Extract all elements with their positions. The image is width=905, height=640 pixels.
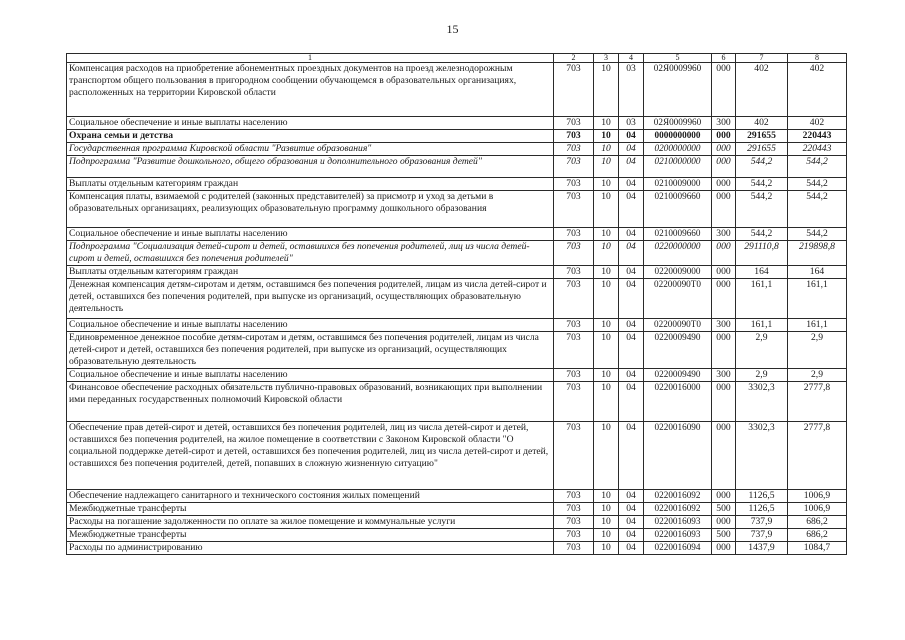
row-col-8: 544,2: [788, 190, 847, 227]
row-col-8: 544,2: [788, 227, 847, 240]
row-col-5: 0220009490: [644, 331, 712, 368]
row-col-4: 04: [619, 265, 644, 278]
header-cell-1: 1: [67, 54, 554, 63]
table-row: [67, 117, 847, 130]
row-col-3: 10: [594, 130, 619, 143]
row-col-2: 703: [554, 177, 594, 190]
row-col-4: 04: [619, 541, 644, 554]
row-col-4: 04: [619, 318, 644, 331]
row-col-6: 000: [712, 381, 736, 421]
row-col-5: 0210009660: [644, 227, 712, 240]
row-name: Расходы на погашение задолженности по оплате за жилое помещение и коммунальные услуги: [67, 515, 554, 528]
row-col-4: 04: [619, 421, 644, 489]
row-col-5: 0220016000: [644, 381, 712, 421]
budget-table: [66, 53, 847, 555]
row-col-4: 04: [619, 368, 644, 381]
row-col-6: 000: [712, 278, 736, 318]
row-col-7: 402: [736, 117, 788, 130]
row-name: Социальное обеспечение и иные выплаты населению: [67, 368, 554, 381]
row-col-8: 220443: [788, 143, 847, 156]
header-cell-4: 4: [619, 54, 644, 63]
row-col-7: 2,9: [736, 331, 788, 368]
row-col-7: 544,2: [736, 190, 788, 227]
table-row: [67, 130, 847, 143]
row-col-5: 0220000000: [644, 240, 712, 265]
row-col-6: 300: [712, 318, 736, 331]
row-col-6: 500: [712, 502, 736, 515]
row-col-6: 000: [712, 541, 736, 554]
header-cell-3: 3: [594, 54, 619, 63]
row-col-8: 686,2: [788, 515, 847, 528]
row-col-4: 04: [619, 155, 644, 177]
row-col-8: 402: [788, 117, 847, 130]
row-col-4: 04: [619, 489, 644, 502]
row-col-5: 0210009000: [644, 177, 712, 190]
table-row: [67, 177, 847, 190]
header-cell-6: 6: [712, 54, 736, 63]
row-col-8: 2,9: [788, 368, 847, 381]
table-row: [67, 489, 847, 502]
row-name: Обеспечение прав детей-сирот и детей, оставшихся без попечения родителей, лиц из числа детей-сирот и детей, оставшихся без попечения родителей, на жилое помещение в соответствии с Законом Кировской области "О социальной поддержке детей-сирот и детей, оставшихся без попечения родителей, лиц из числа детей-сирот и детей, оставшихся без попечения родителей, детей, попавших в сложную жизненную ситуацию": [67, 421, 554, 489]
table-row: [67, 502, 847, 515]
row-col-4: 04: [619, 227, 644, 240]
row-col-3: 10: [594, 528, 619, 541]
table-row: [67, 278, 847, 318]
row-col-7: 3302,3: [736, 381, 788, 421]
row-col-8: 1006,9: [788, 502, 847, 515]
row-col-8: 1084,7: [788, 541, 847, 554]
row-col-3: 10: [594, 63, 619, 117]
row-col-5: 0220016093: [644, 528, 712, 541]
row-col-2: 703: [554, 515, 594, 528]
row-col-8: 219898,8: [788, 240, 847, 265]
row-col-2: 703: [554, 117, 594, 130]
row-col-5: 0200000000: [644, 143, 712, 156]
row-col-3: 10: [594, 117, 619, 130]
row-col-2: 703: [554, 489, 594, 502]
row-col-3: 10: [594, 143, 619, 156]
row-col-5: 0220016093: [644, 515, 712, 528]
row-col-2: 703: [554, 278, 594, 318]
row-col-3: 10: [594, 318, 619, 331]
row-name: Компенсация расходов на приобретение абонементных проездных документов на проезд железнодорожным транспортом общего пользования в пригородном сообщении обучающемся в образовательных организациях, расположенных на территории Кировской области: [67, 63, 554, 117]
row-col-6: 000: [712, 190, 736, 227]
row-name: Денежная компенсация детям-сиротам и детям, оставшимся без попечения родителей, лицам из числа детей-сирот и детей, оставшихся без попечения родителей, при выпуске из организаций, осуществляющих образовательную деятельность: [67, 278, 554, 318]
row-col-4: 04: [619, 190, 644, 227]
row-col-6: 000: [712, 155, 736, 177]
table-row: [67, 541, 847, 554]
table-row: [67, 515, 847, 528]
row-col-3: 10: [594, 502, 619, 515]
table-row: [67, 265, 847, 278]
row-col-4: 04: [619, 381, 644, 421]
row-col-3: 10: [594, 227, 619, 240]
row-col-5: 0220009490: [644, 368, 712, 381]
row-col-7: 1126,5: [736, 489, 788, 502]
row-col-7: 1437,9: [736, 541, 788, 554]
row-col-6: 000: [712, 265, 736, 278]
row-col-7: 161,1: [736, 278, 788, 318]
row-col-5: 0210009660: [644, 190, 712, 227]
row-col-6: 000: [712, 421, 736, 489]
row-col-8: 2,9: [788, 331, 847, 368]
row-name: Охрана семьи и детства: [67, 130, 554, 143]
row-col-4: 04: [619, 515, 644, 528]
row-col-7: 544,2: [736, 177, 788, 190]
row-col-6: 300: [712, 117, 736, 130]
row-col-7: 544,2: [736, 155, 788, 177]
row-col-2: 703: [554, 502, 594, 515]
row-col-2: 703: [554, 63, 594, 117]
row-col-6: 000: [712, 489, 736, 502]
row-col-3: 10: [594, 541, 619, 554]
row-col-6: 000: [712, 63, 736, 117]
table-row: [67, 331, 847, 368]
row-col-8: 161,1: [788, 278, 847, 318]
table-row: [67, 227, 847, 240]
row-name: Компенсация платы, взимаемой с родителей (законных представителей) за присмотр и уход за детьми в образовательных организациях, реализующих образовательную программу дошкольного образования: [67, 190, 554, 227]
row-col-2: 703: [554, 528, 594, 541]
row-name: Межбюджетные трансферты: [67, 502, 554, 515]
row-col-3: 10: [594, 155, 619, 177]
row-col-5: 0220009000: [644, 265, 712, 278]
row-name: Расходы по администрированию: [67, 541, 554, 554]
row-col-7: 737,9: [736, 528, 788, 541]
table-row: [67, 143, 847, 156]
row-col-7: 544,2: [736, 227, 788, 240]
table-row: [67, 528, 847, 541]
row-col-2: 703: [554, 265, 594, 278]
table-row: [67, 381, 847, 421]
header-cell-2: 2: [554, 54, 594, 63]
table-body: [67, 63, 847, 555]
row-col-3: 10: [594, 190, 619, 227]
row-name: Социальное обеспечение и иные выплаты населению: [67, 117, 554, 130]
row-col-2: 703: [554, 541, 594, 554]
row-col-4: 04: [619, 177, 644, 190]
row-col-8: 686,2: [788, 528, 847, 541]
table-row: [67, 190, 847, 227]
row-col-3: 10: [594, 421, 619, 489]
row-col-3: 10: [594, 177, 619, 190]
row-col-4: 04: [619, 143, 644, 156]
row-col-7: 737,9: [736, 515, 788, 528]
row-col-6: 300: [712, 227, 736, 240]
row-col-5: 0220016092: [644, 502, 712, 515]
row-col-2: 703: [554, 318, 594, 331]
header-cell-5: 5: [644, 54, 712, 63]
row-col-4: 04: [619, 528, 644, 541]
row-col-7: 2,9: [736, 368, 788, 381]
row-col-6: 000: [712, 240, 736, 265]
row-col-6: 000: [712, 177, 736, 190]
table-row: [67, 240, 847, 265]
row-col-3: 10: [594, 515, 619, 528]
row-name: Подпрограмма "Развитие дошкольного, общего образования и дополнительного образования детей": [67, 155, 554, 177]
row-col-5: 0220016090: [644, 421, 712, 489]
row-col-8: 544,2: [788, 177, 847, 190]
row-col-4: 04: [619, 130, 644, 143]
row-col-4: 04: [619, 278, 644, 318]
row-col-3: 10: [594, 265, 619, 278]
table-header-row: [67, 54, 847, 63]
row-col-8: 1006,9: [788, 489, 847, 502]
row-col-5: 0220016094: [644, 541, 712, 554]
row-col-2: 703: [554, 421, 594, 489]
row-col-2: 703: [554, 227, 594, 240]
row-name: Единовременное денежное пособие детям-сиротам и детям, оставшимся без попечения родителей, лицам из числа детей-сирот и детей, оставшихся без попечения родителей, при выпуске из организаций, осуществляющих образовательную деятельность: [67, 331, 554, 368]
row-name: Финансовое обеспечение расходных обязательств публично-правовых образований, возникающих при выполнении ими переданных государственных полномочий Кировской области: [67, 381, 554, 421]
row-col-8: 220443: [788, 130, 847, 143]
row-col-7: 3302,3: [736, 421, 788, 489]
table-row: [67, 318, 847, 331]
row-col-8: 544,2: [788, 155, 847, 177]
row-col-3: 10: [594, 368, 619, 381]
row-col-6: 500: [712, 528, 736, 541]
row-name: Социальное обеспечение и иные выплаты населению: [67, 318, 554, 331]
row-col-2: 703: [554, 190, 594, 227]
row-name: Государственная программа Кировской области "Развитие образования": [67, 143, 554, 156]
row-name: Выплаты отдельным категориям граждан: [67, 265, 554, 278]
row-col-6: 000: [712, 130, 736, 143]
row-col-2: 703: [554, 381, 594, 421]
header-cell-8: 8: [788, 54, 847, 63]
row-name: Обеспечение надлежащего санитарного и технического состояния жилых помещений: [67, 489, 554, 502]
table-row: [67, 368, 847, 381]
row-col-6: 000: [712, 331, 736, 368]
row-col-4: 03: [619, 117, 644, 130]
row-col-7: 161,1: [736, 318, 788, 331]
row-col-2: 703: [554, 331, 594, 368]
row-col-7: 291655: [736, 143, 788, 156]
row-col-2: 703: [554, 240, 594, 265]
table-row: [67, 421, 847, 489]
row-col-5: 02Я0009960: [644, 117, 712, 130]
row-col-6: 000: [712, 143, 736, 156]
row-col-5: 0000000000: [644, 130, 712, 143]
row-col-3: 10: [594, 489, 619, 502]
header-cell-7: 7: [736, 54, 788, 63]
row-name: Выплаты отдельным категориям граждан: [67, 177, 554, 190]
row-col-3: 10: [594, 240, 619, 265]
row-col-6: 000: [712, 515, 736, 528]
row-col-7: 402: [736, 63, 788, 117]
row-col-4: 04: [619, 331, 644, 368]
row-col-8: 2777,8: [788, 421, 847, 489]
row-col-2: 703: [554, 368, 594, 381]
row-col-5: 02200090Т0: [644, 278, 712, 318]
row-col-5: 0220016092: [644, 489, 712, 502]
row-col-8: 402: [788, 63, 847, 117]
row-col-5: 02Я0009960: [644, 63, 712, 117]
row-name: Межбюджетные трансферты: [67, 528, 554, 541]
row-col-8: 164: [788, 265, 847, 278]
row-col-3: 10: [594, 331, 619, 368]
row-col-3: 10: [594, 381, 619, 421]
row-name: Социальное обеспечение и иные выплаты населению: [67, 227, 554, 240]
table-row: [67, 155, 847, 177]
row-col-5: 0210000000: [644, 155, 712, 177]
row-col-7: 1126,5: [736, 502, 788, 515]
row-col-2: 703: [554, 155, 594, 177]
row-col-7: 291110,8: [736, 240, 788, 265]
row-col-4: 03: [619, 63, 644, 117]
row-col-7: 164: [736, 265, 788, 278]
row-col-7: 291655: [736, 130, 788, 143]
row-col-4: 04: [619, 240, 644, 265]
row-col-8: 2777,8: [788, 381, 847, 421]
row-col-3: 10: [594, 278, 619, 318]
row-col-2: 703: [554, 143, 594, 156]
row-col-2: 703: [554, 130, 594, 143]
page-number: 15: [446, 22, 459, 36]
row-col-5: 02200090Т0: [644, 318, 712, 331]
row-col-8: 161,1: [788, 318, 847, 331]
row-col-4: 04: [619, 502, 644, 515]
row-name: Подпрограмма "Социализация детей-сирот и детей, оставшихся без попечения родителей, лиц из числа детей-сирот и детей, оставшихся без попечения родителей": [67, 240, 554, 265]
table-row: [67, 63, 847, 117]
row-col-6: 300: [712, 368, 736, 381]
